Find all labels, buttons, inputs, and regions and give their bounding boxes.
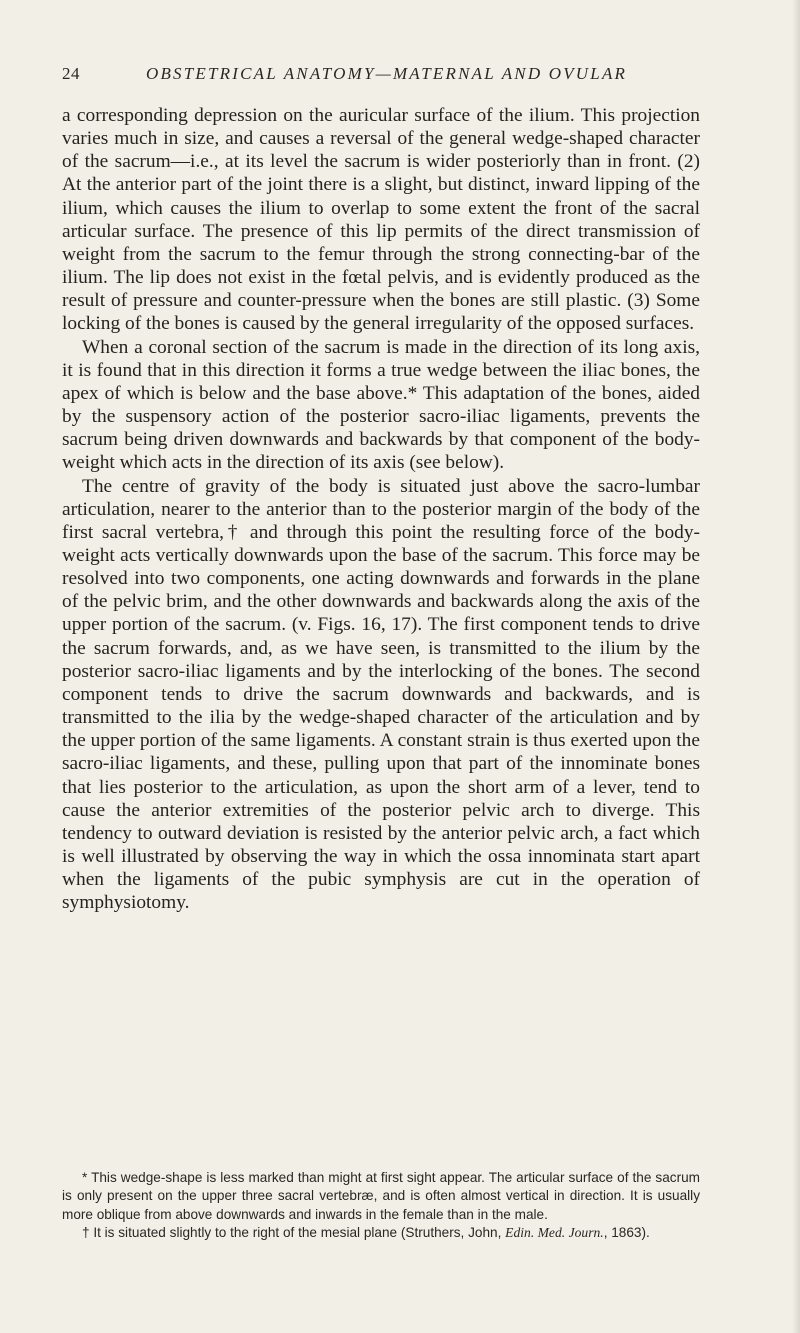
body-text (62, 104, 700, 914)
footnote-mesial-plane-text: † It is situated slightly to the right of the mesial plane (Struthers, John, (82, 1224, 506, 1240)
page-number: 24 (62, 64, 80, 83)
footnote-wedge-shape: * This wedge-shape is less marked than might at first sight appear. The articular surface of the sacrum is only present on the upper three sacral vertebræ, and is often almost vertical in direction. It is usually more oblique from above downwards and inwards in the female than in the male. (62, 1170, 700, 1222)
paragraph-coronal-section: When a coronal section of the sacrum is made in the direction of its long axis, it is found that in this direction it forms a true wedge between the iliac bones, the apex of which is below and the base above.* This adaptation of the bones, aided by the suspensory action of the posterior sacro-iliac ligaments, prevents the sacrum being driven downwards and backwards by that component of the body-weight which acts in the direction of its axis (see below). (62, 336, 700, 474)
footnotes (62, 1169, 700, 1242)
footnote-year: , 1863). (603, 1224, 650, 1240)
running-title: OBSTETRICAL ANATOMY—MATERNAL AND OVULAR (146, 64, 628, 83)
footnote-mesial-plane (62, 1224, 700, 1242)
paragraph-sacrum-projection: a corresponding depression on the auricular surface of the ilium. This projection varies much in size, and causes a reversal of the general wedge-shaped character of the sacrum—i.e., at its level the sacrum is wider posteriorly than in front. (2) At the anterior part of the joint there is a slight, but distinct, inward lipping of the ilium, which causes the ilium to overlap to some extent the front of the sacral articular surface. The presence of this lip permits of the direct transmission of weight from the sacrum to the femur through the strong connecting-bar of the ilium. The lip does not exist in the fœtal pelvis, and is evidently produced as the result of pressure and counter-pressure when the bones are still plastic. (3) Some locking of the bones is caused by the general irregularity of the opposed surfaces. (62, 105, 700, 335)
paragraph-centre-of-gravity: The centre of gravity of the body is situated just above the sacro-lumbar articulation, nearer to the anterior than to the posterior margin of the body of the first sacral vertebra,† and through this point the resulting force of the body-weight acts vertically downwards upon the base of the sacrum. This force may be resolved into two components, one acting downwards and forwards in the plane of the pelvic brim, and the other downwards and backwards along the axis of the upper portion of the sacrum. (v. Figs. 16, 17). The first component tends to drive the sacrum forwards, and, as we have seen, is transmitted to the ilium by the posterior sacro-iliac ligaments and by the interlocking of the bones. The second component tends to drive the sacrum downwards and backwards, and is transmitted to the ilia by the wedge-shaped character of the articulation and by the upper portion of the same ligaments. A constant strain is thus exerted upon the sacro-iliac ligaments, and these, pulling upon that part of the innominate bones that lies posterior to the articulation, as upon the short arm of a lever, tend to cause the anterior extremities of the posterior pelvic arch to diverge. This tendency to outward deviation is resisted by the anterior pelvic arch, a fact which is well illustrated by observing the way in which the ossa innominata start apart when the ligaments of the pubic symphysis are cut in the operation of symphysiotomy. (62, 475, 700, 914)
running-head (62, 64, 710, 90)
footnote-journal-title: Edin. Med. Journ. (505, 1224, 604, 1240)
